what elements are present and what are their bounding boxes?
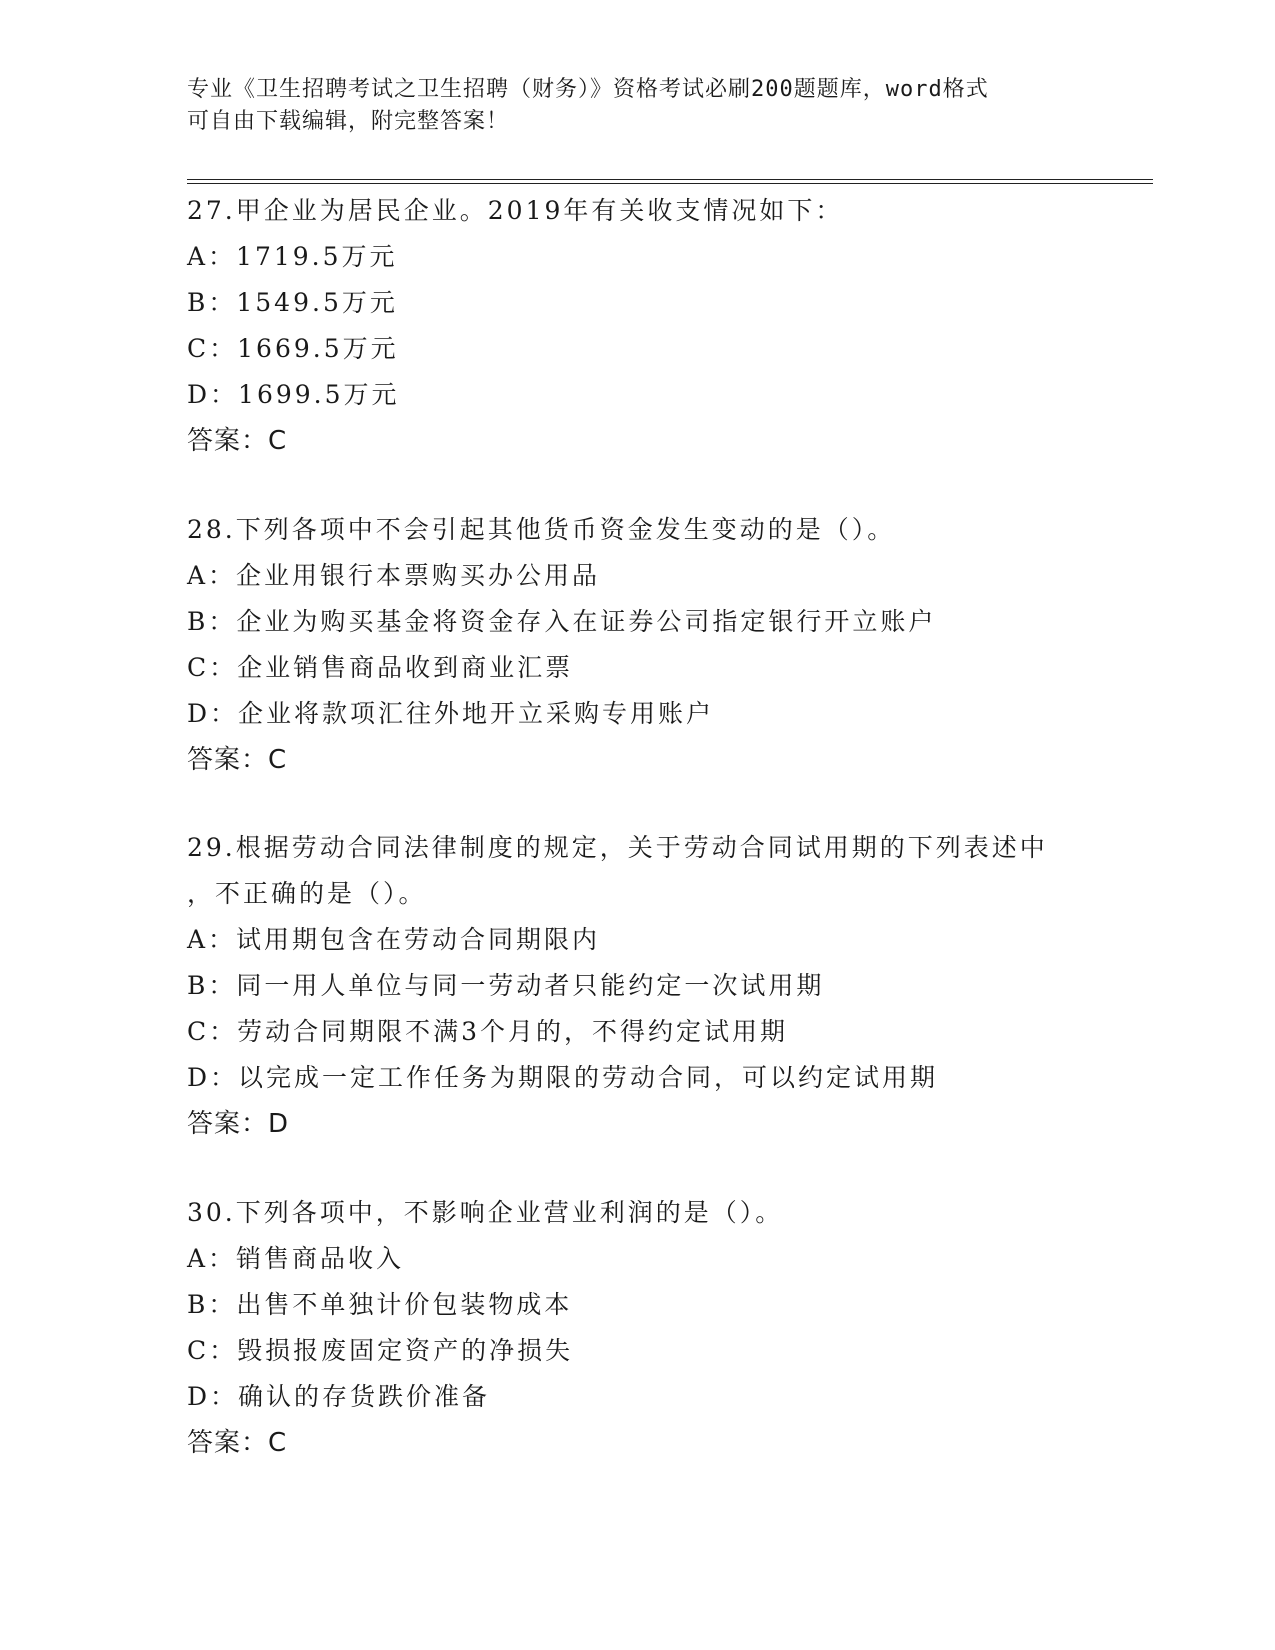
option-b: B：企业为购买基金将资金存入在证券公司指定银行开立账户 <box>187 607 937 636</box>
option-d: D：确认的存货跌价准备 <box>187 1382 491 1411</box>
option-c: C：毁损报废固定资产的净损失 <box>187 1336 574 1365</box>
option-b: B：1549.5万元 <box>187 288 398 317</box>
question-30 <box>187 1190 1107 1466</box>
answer-label: 答案：C <box>187 426 288 456</box>
question-27 <box>187 188 1107 464</box>
option-a: A：试用期包含在劳动合同期限内 <box>187 925 601 954</box>
answer-label: 答案：D <box>187 1109 290 1139</box>
question-29 <box>187 825 1107 1147</box>
option-b: B：出售不单独计价包装物成本 <box>187 1290 573 1319</box>
question-stem: 28.下列各项中不会引起其他货币资金发生变动的是（）。 <box>187 515 896 544</box>
answer-label: 答案：C <box>187 745 288 775</box>
option-d: D：1699.5万元 <box>187 380 400 409</box>
option-d: D：企业将款项汇往外地开立采购专用账户 <box>187 699 715 728</box>
option-d: D：以完成一定工作任务为期限的劳动合同，可以约定试用期 <box>187 1063 939 1092</box>
question-stem-continued: ，不正确的是（）。 <box>187 879 427 908</box>
header-divider-bottom <box>187 183 1153 184</box>
option-a: A：销售商品收入 <box>187 1244 405 1273</box>
question-stem: 27.甲企业为居民企业。2019年有关收支情况如下： <box>187 196 844 225</box>
answer-label: 答案：C <box>187 1428 288 1458</box>
header-line-1: 专业《卫生招聘考试之卫生招聘（财务）》资格考试必刷200题题库，word格式 <box>187 77 989 102</box>
header-line-2: 可自由下载编辑，附完整答案！ <box>187 109 510 134</box>
header-divider-top <box>187 179 1153 180</box>
option-b: B：同一用人单位与同一劳动者只能约定一次试用期 <box>187 971 825 1000</box>
option-a: A：企业用银行本票购买办公用品 <box>187 561 601 590</box>
question-28 <box>187 507 1107 783</box>
question-stem: 29.根据劳动合同法律制度的规定，关于劳动合同试用期的下列表述中 <box>187 833 1048 862</box>
question-stem: 30.下列各项中，不影响企业营业利润的是（）。 <box>187 1198 784 1227</box>
document-header <box>187 74 1067 138</box>
option-a: A：1719.5万元 <box>187 242 398 271</box>
option-c: C：劳动合同期限不满3个月的，不得约定试用期 <box>187 1017 789 1046</box>
option-c: C：企业销售商品收到商业汇票 <box>187 653 574 682</box>
option-c: C：1669.5万元 <box>187 334 399 363</box>
